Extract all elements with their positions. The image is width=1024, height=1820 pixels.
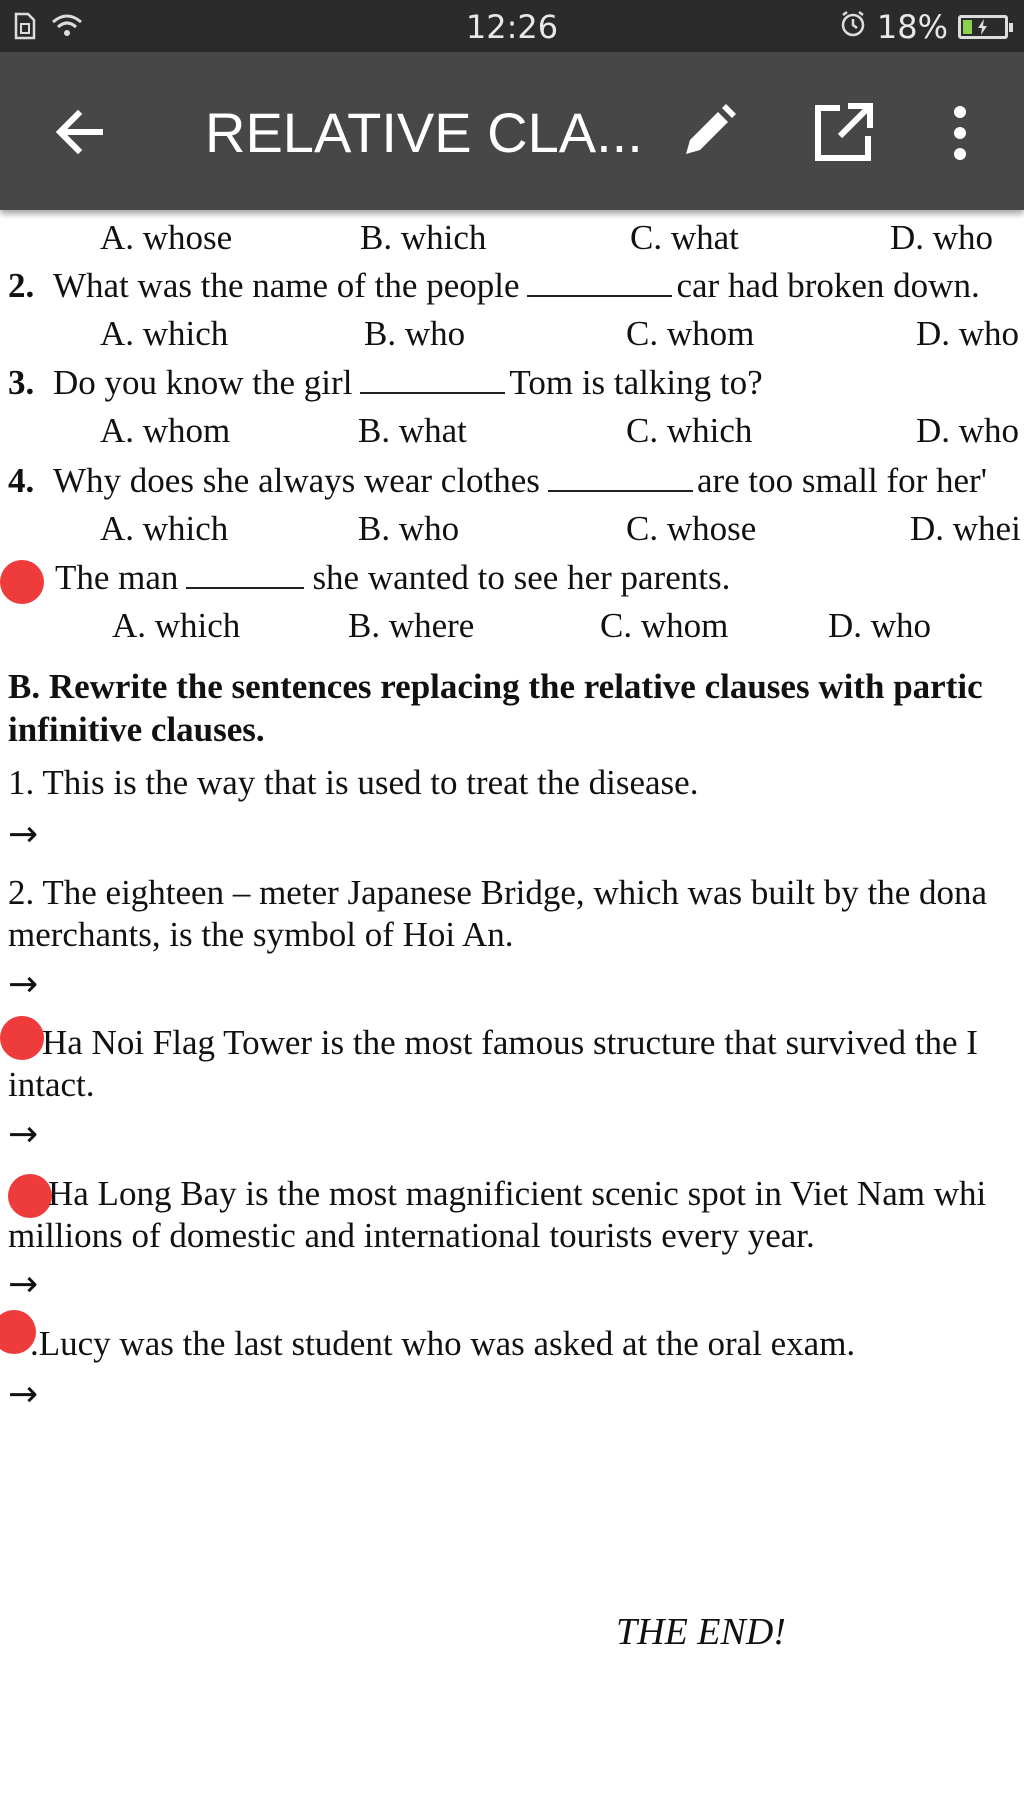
question-5: The man she wanted to see her parents. [55, 558, 731, 597]
q4-option-a: A. which [100, 509, 229, 548]
q3-option-d: D. who [916, 411, 1020, 450]
q1-option-a: A. whose [100, 218, 233, 257]
document-title: RELATIVE CLA... [205, 101, 643, 164]
section-b-heading: B. Rewrite the sentences replacing the relative clauses with partic [8, 667, 983, 706]
open-external-button[interactable] [808, 98, 878, 168]
q4-option-b: B. who [358, 509, 460, 548]
charging-icon [975, 19, 991, 35]
document-page[interactable] [0, 210, 1024, 1820]
annotation-dot [0, 1016, 44, 1060]
q2-option-d: D. who [916, 314, 1020, 353]
rewrite-sentence-5: .Lucy was the last student who was asked at the oral exam. [30, 1324, 856, 1363]
back-arrow-icon [48, 100, 112, 164]
q2-option-b: B. who [364, 314, 466, 353]
q2-option-c: C. whom [626, 314, 755, 353]
annotation-dot [8, 1174, 52, 1218]
rewrite-sentence-1: 1. This is the way that is used to treat the disease. [8, 763, 699, 802]
q5-option-c: C. whom [600, 606, 729, 645]
rewrite-sentence-3: Ha Noi Flag Tower is the most famous structure that survived the I [42, 1023, 978, 1062]
q3-option-c: C. which [626, 411, 753, 450]
question-3: 3. Do you know the girl Tom is talking to? [8, 363, 763, 402]
q4-option-c: C. whose [626, 509, 757, 548]
rewrite-sentence-2-cont: merchants, is the symbol of Hoi An. [8, 915, 514, 954]
q1-option-b: B. which [360, 218, 487, 257]
app-toolbar [0, 52, 1024, 210]
end-text: THE END! [616, 1611, 786, 1653]
answer-arrow-3: → [8, 1114, 39, 1155]
q5-option-d: D. who [828, 606, 932, 645]
answer-arrow-1: → [8, 814, 39, 855]
answer-arrow-4: → [8, 1264, 39, 1305]
back-button[interactable] [48, 100, 112, 164]
answer-arrow-2: → [8, 964, 39, 1005]
rewrite-sentence-4-cont: millions of domestic and international tourists every year. [8, 1216, 815, 1255]
question-4: 4. Why does she always wear clothes are too small for her' [8, 461, 988, 500]
battery-icon [958, 15, 1008, 39]
answer-arrow-5: → [8, 1374, 39, 1415]
more-vert-icon [940, 98, 980, 168]
rewrite-sentence-3-cont: intact. [8, 1065, 95, 1104]
q2-option-a: A. which [100, 314, 229, 353]
question-2: 2. What was the name of the people car had broken down. [8, 266, 980, 305]
q3-option-a: A. whom [100, 411, 231, 450]
open-in-new-icon [808, 98, 878, 168]
q5-option-b: B. where [348, 606, 475, 645]
status-time: 12:26 [465, 8, 559, 46]
annotation-dot [0, 560, 44, 604]
q1-option-d: D. who [890, 218, 994, 257]
edit-button[interactable] [672, 98, 742, 168]
alarm-icon [839, 8, 867, 46]
rewrite-sentence-2: 2. The eighteen – meter Japanese Bridge, which was built by the dona [8, 873, 988, 912]
q4-option-d: D. whei [910, 509, 1021, 548]
rewrite-sentence-4: Ha Long Bay is the most magnificient scenic spot in Viet Nam whi [48, 1174, 987, 1213]
status-bar [0, 0, 1024, 52]
section-b-heading-cont: infinitive clauses. [8, 710, 265, 749]
more-options-button[interactable] [940, 98, 980, 168]
q5-option-a: A. which [112, 606, 241, 645]
q3-option-b: B. what [358, 411, 467, 450]
pencil-icon [672, 98, 742, 168]
battery-percent: 18% [876, 8, 948, 46]
q1-option-c: C. what [630, 218, 739, 257]
